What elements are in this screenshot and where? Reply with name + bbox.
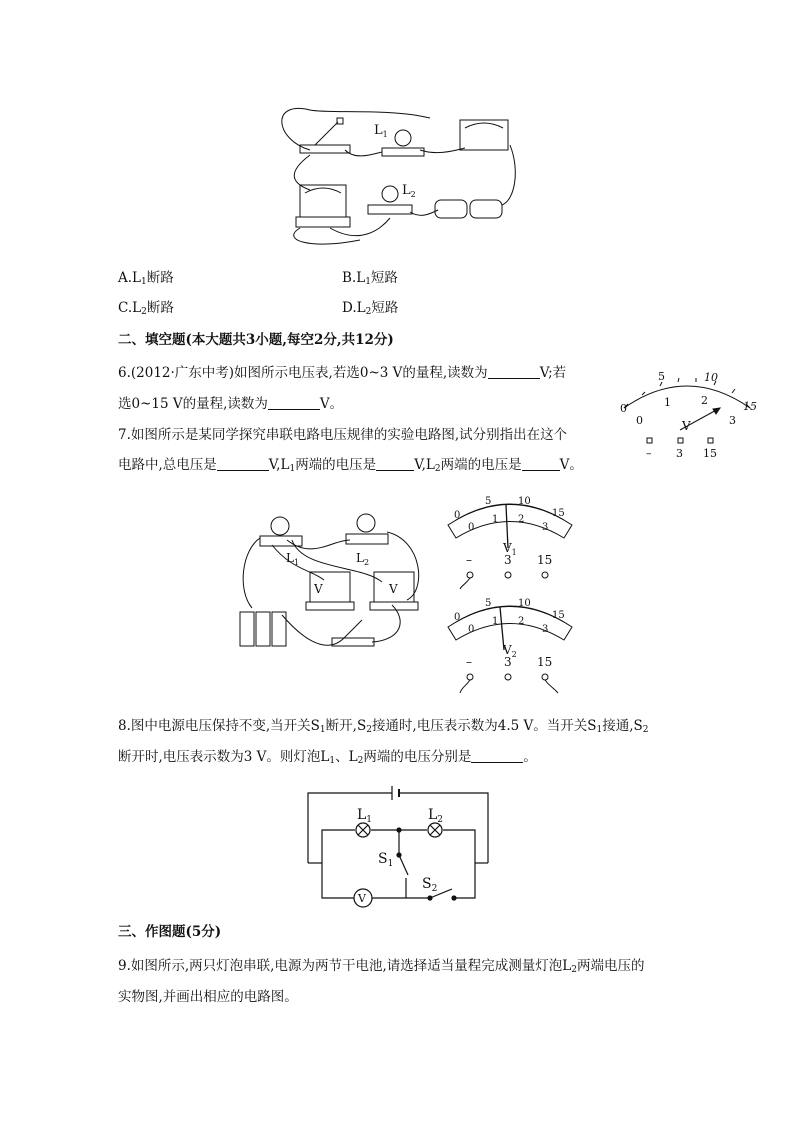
- q7-line-2: 电路中,总电压是 $V,L_1$两端的电压是 $V,L_2$两端的电压是 V。: [118, 457, 583, 474]
- v2-bottom-2: 2: [518, 616, 525, 627]
- q7-blank-2[interactable]: [376, 456, 414, 471]
- q7-blank-1[interactable]: [217, 456, 269, 471]
- v1-terminal-15: 15: [537, 553, 553, 567]
- q7-blank-3[interactable]: [522, 456, 560, 471]
- v1-top-15: 15: [552, 508, 565, 519]
- v1-name: $V_1$: [503, 541, 517, 557]
- q6-bottom-1: 1: [664, 396, 671, 409]
- q7-line-1: 7.如图所示是某同学探究串联电路电压规律的实验电路图,试分别指出在这个: [118, 427, 568, 443]
- q6-terminal-3: 3: [676, 447, 683, 460]
- q8-l1-label: $L_1$: [357, 807, 373, 825]
- q6-top-0: 0: [620, 402, 627, 415]
- v1-top-0: 0: [454, 510, 461, 521]
- q8-blank[interactable]: [471, 748, 523, 763]
- option-c: $C.L_2$断路: [118, 300, 174, 317]
- meter-2-glyph: V: [389, 582, 398, 596]
- option-d: $D.L_2$短路: [342, 300, 399, 317]
- v2-terminal-15: 15: [537, 655, 553, 669]
- q6-unit: V: [682, 419, 691, 433]
- q9-line-2: 实物图,并画出相应的电路图。: [118, 989, 298, 1005]
- v1-top-10: 10: [518, 496, 531, 507]
- lamp-l1-label: $L_1$: [286, 551, 300, 567]
- q6-terminal-15: 15: [703, 447, 717, 460]
- q6-bottom-3: 3: [729, 414, 736, 427]
- section-2-heading: 二、填空题(本大题共3小题,每空2分,共12分): [118, 332, 394, 348]
- v2-name: $V_2$: [503, 643, 517, 659]
- q7-voltmeter-v2: [440, 592, 580, 697]
- lamp-l2-label: $L_2$: [356, 551, 370, 567]
- v2-bottom-0: 0: [468, 624, 475, 635]
- v2-top-15: 15: [552, 610, 565, 621]
- q6-bottom-2: 2: [701, 394, 708, 407]
- v1-bottom-1: 1: [492, 514, 499, 525]
- q6-top-15: 15: [743, 400, 757, 413]
- q6-voltmeter-dial: [612, 368, 762, 460]
- q6-top-10: 10: [704, 371, 718, 384]
- q8-line-2: 断开时,电压表示数为3 V。则灯泡$L_1$、$L_2$两端的电压分别是 。: [118, 749, 537, 766]
- q6-terminal-neg: –: [646, 447, 652, 460]
- q9-line-1: 9.如图所示,两只灯泡串联,电源为两节干电池,请选择适当量程完成测量灯泡$L_2$两端电压的: [118, 958, 645, 975]
- v2-top-5: 5: [485, 598, 492, 609]
- q7-voltmeter-v1: [440, 490, 580, 590]
- q8-circuit-schematic: [300, 783, 496, 913]
- v2-terminal-3: 3: [504, 655, 512, 669]
- v1-terminal-neg: –: [466, 553, 472, 567]
- v1-bottom-3: 3: [542, 522, 549, 533]
- q8-line-1: 8.图中电源电压保持不变,当开关$S_1$断开$,S_2$接通时,电压表示数为4.5 V。当开关$S_1$接通$,S_2$: [118, 718, 649, 735]
- q6-top-5: 5: [658, 370, 665, 383]
- q6-blank-1[interactable]: [488, 364, 540, 379]
- q7-circuit-figure: [232, 510, 432, 660]
- q6-bottom-0: 0: [636, 414, 643, 427]
- section-3-heading: 三、作图题(5分): [118, 924, 222, 940]
- v2-top-10: 10: [518, 598, 531, 609]
- q8-s1-label: $S_1$: [378, 851, 394, 869]
- option-a: $A.L_1$断路: [118, 270, 174, 287]
- v1-bottom-0: 0: [468, 522, 475, 533]
- q6-line-2: 选0~15 V的量程,读数为 V。: [118, 396, 344, 412]
- meter-1-glyph: V: [314, 582, 323, 596]
- option-b: $B.L_1$短路: [342, 270, 398, 287]
- v1-top-5: 5: [485, 496, 492, 507]
- v2-terminal-neg: –: [466, 655, 472, 669]
- q5-circuit-figure: [270, 100, 520, 250]
- q8-s2-label: $S_2$: [422, 876, 438, 894]
- label-l1: $L_1$: [374, 123, 388, 139]
- q6-blank-2[interactable]: [268, 395, 320, 410]
- v2-bottom-3: 3: [542, 624, 549, 635]
- v2-bottom-1: 1: [492, 616, 499, 627]
- v1-terminal-3: 3: [504, 553, 512, 567]
- v1-bottom-2: 2: [518, 514, 525, 525]
- label-l2: $L_2$: [402, 183, 416, 199]
- q6-line-1: 6.(2012·广东中考)如图所示电压表,若选0~3 V的量程,读数为 V;若: [118, 365, 567, 381]
- q8-l2-label: $L_2$: [428, 807, 444, 825]
- q8-voltmeter-label: V: [358, 892, 366, 905]
- v2-top-0: 0: [454, 612, 461, 623]
